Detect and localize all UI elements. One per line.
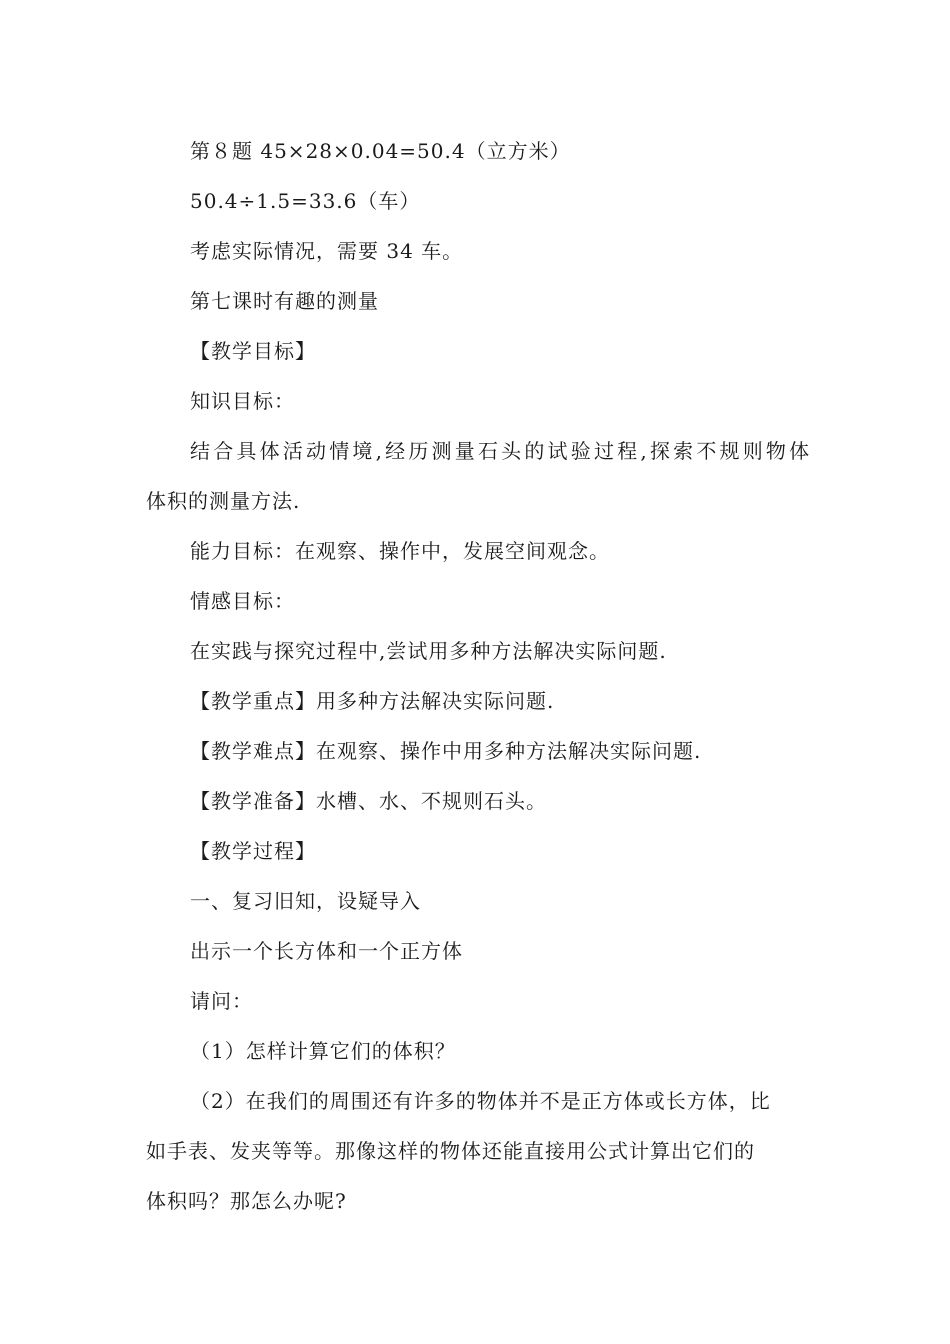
show-shapes-text: 出示一个长方体和一个正方体 (190, 939, 463, 963)
teaching-preparation: 【教学准备】水槽、水、不规则石头。 (190, 789, 547, 813)
teaching-difficulty: 【教学难点】在观察、操作中用多种方法解决实际问题. (190, 739, 702, 763)
emotion-goal-text: 在实践与探究过程中,尝试用多种方法解决实际问题. (190, 639, 667, 663)
truck-calculation: 50.4÷1.5=33.6（车） (190, 189, 421, 213)
question-2-line-2: 如手表、发夹等等。那像这样的物体还能直接用公式计算出它们的 (146, 1139, 755, 1163)
teaching-goals-heading: 【教学目标】 (190, 339, 316, 363)
emotion-goal-label: 情感目标： (190, 589, 295, 613)
knowledge-goal-text-line-2: 体积的测量方法. (146, 489, 301, 513)
problem-8-calculation: 第８题 45×28×0.04=50.4（立方米） (190, 139, 571, 163)
ability-goal: 能力目标：在观察、操作中，发展空间观念。 (190, 539, 610, 563)
teaching-focus: 【教学重点】用多种方法解决实际问题. (190, 689, 555, 713)
knowledge-goal-text-line-1: 结合具体活动情境,经历测量石头的试验过程,探索不规则物体 (190, 439, 813, 463)
teaching-process-heading: 【教学过程】 (190, 839, 316, 863)
question-label: 请问： (190, 989, 253, 1013)
question-2-line-1: （2）在我们的周围还有许多的物体并不是正方体或长方体，比 (190, 1089, 771, 1113)
lesson-title: 第七课时有趣的测量 (190, 289, 379, 313)
knowledge-goal-label: 知识目标： (190, 389, 295, 413)
truck-conclusion: 考虑实际情况，需要 34 车。 (190, 239, 464, 263)
question-2-line-3: 体积吗？那怎么办呢? (146, 1189, 347, 1213)
question-1: （1）怎样计算它们的体积？ (190, 1039, 456, 1063)
section-1-heading: 一、复习旧知，设疑导入 (190, 889, 421, 913)
